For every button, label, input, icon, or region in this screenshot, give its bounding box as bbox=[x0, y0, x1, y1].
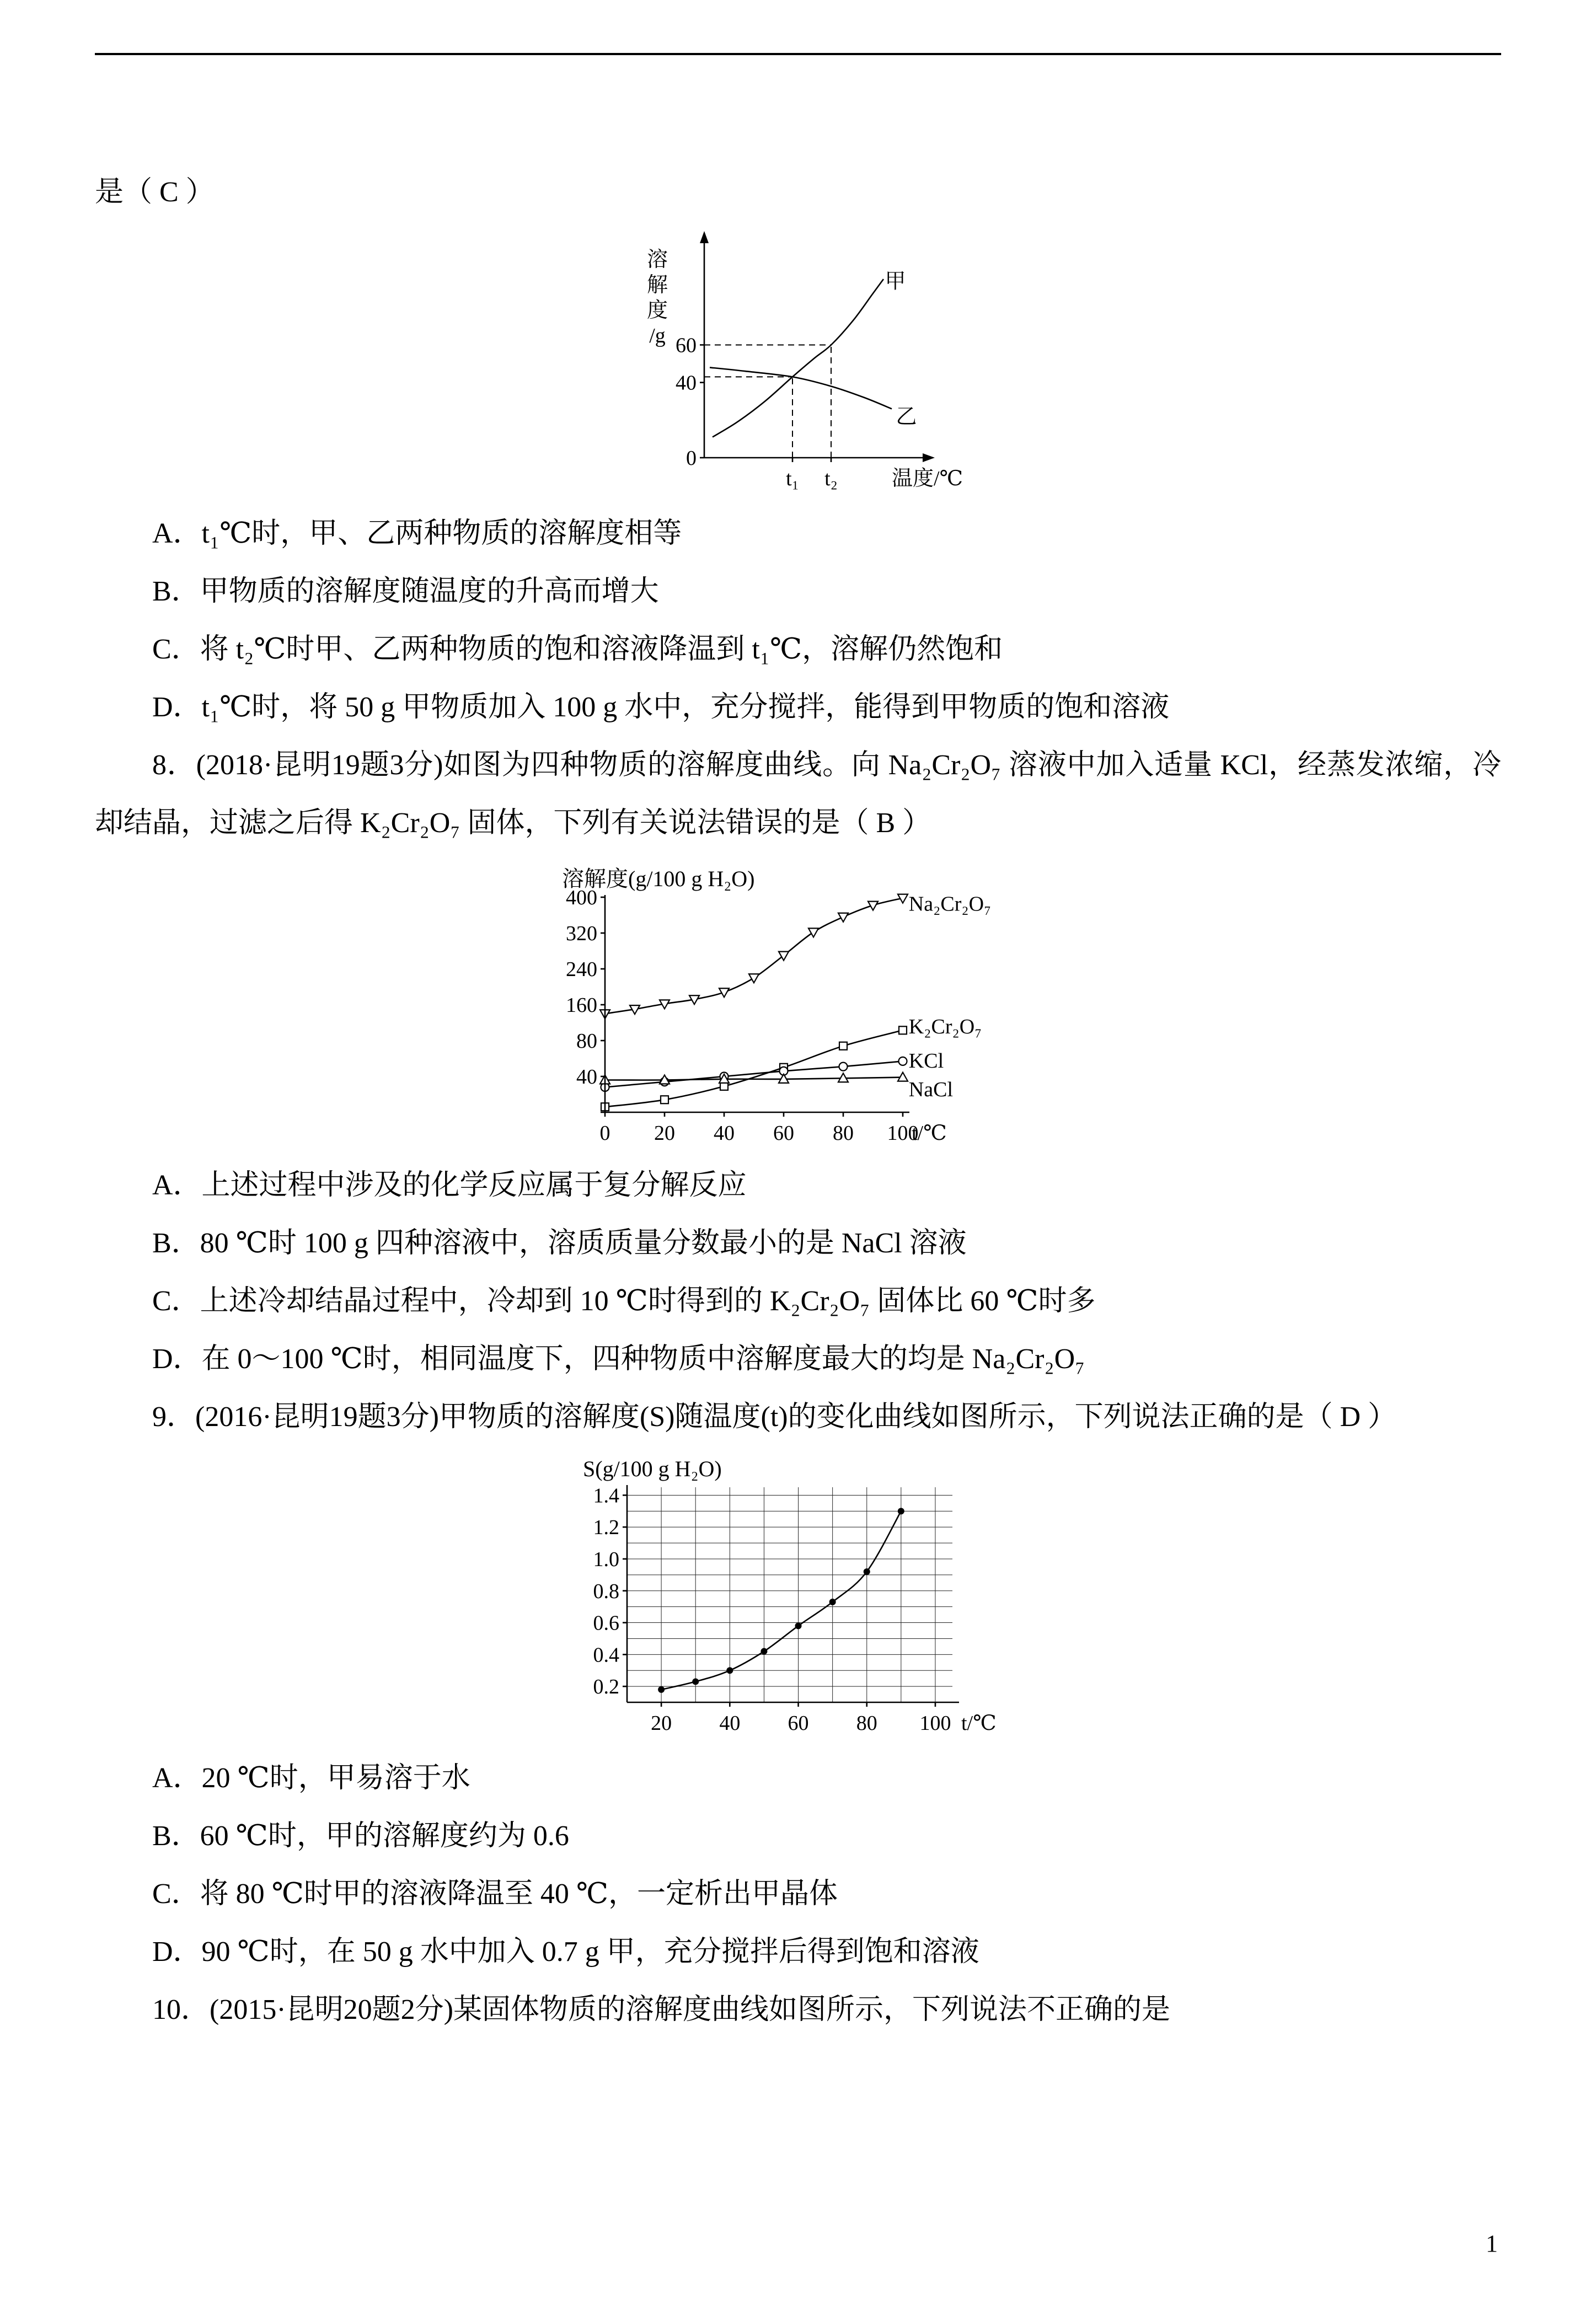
answer-line: 是（ C ） bbox=[95, 176, 215, 208]
svg-text:NaCl: NaCl bbox=[908, 1078, 954, 1101]
svg-text:240: 240 bbox=[566, 958, 597, 981]
svg-text:0.2: 0.2 bbox=[593, 1675, 619, 1699]
svg-text:80: 80 bbox=[833, 1122, 854, 1145]
svg-text:20: 20 bbox=[651, 1712, 672, 1735]
svg-text:1.0: 1.0 bbox=[593, 1548, 619, 1571]
q9-option-b: B．60 ℃时，甲的溶解度约为 0.6 bbox=[152, 1820, 569, 1852]
q8-solubility-chart bbox=[539, 859, 1057, 1156]
svg-text:乙: 乙 bbox=[896, 405, 917, 428]
svg-text:1.2: 1.2 bbox=[593, 1516, 619, 1540]
q7-chart-figure bbox=[95, 229, 1501, 505]
svg-text:40: 40 bbox=[714, 1122, 735, 1145]
svg-text:0: 0 bbox=[599, 1122, 610, 1145]
svg-text:溶解度(g/100 g H₂O): 溶解度(g/100 g H₂O) bbox=[562, 866, 755, 891]
svg-text:温度/℃: 温度/℃ bbox=[892, 467, 963, 490]
q9-option-d: D．90 ℃时，在 50 g 水中加入 0.7 g 甲，充分搅拌后得到饱和溶液 bbox=[152, 1936, 979, 1968]
svg-text:40: 40 bbox=[719, 1712, 741, 1735]
svg-text:KCl: KCl bbox=[908, 1049, 944, 1073]
q8-option-b: B．80 ℃时 100 g 四种溶液中，溶质质量分数最小的是 NaCl 溶液 bbox=[152, 1228, 967, 1259]
svg-text:80: 80 bbox=[856, 1712, 877, 1735]
svg-text:100: 100 bbox=[919, 1712, 951, 1735]
q9-option-c: C．将 80 ℃时甲的溶液降温至 40 ℃，一定析出甲晶体 bbox=[152, 1878, 838, 1910]
svg-text:t/℃: t/℃ bbox=[961, 1712, 997, 1735]
svg-text:160: 160 bbox=[566, 994, 597, 1017]
svg-text:0.4: 0.4 bbox=[593, 1643, 619, 1667]
svg-text:100: 100 bbox=[887, 1122, 919, 1145]
document-page bbox=[0, 53, 1596, 2039]
svg-text:0.8: 0.8 bbox=[593, 1579, 619, 1603]
svg-text:40: 40 bbox=[576, 1065, 597, 1089]
svg-text:t/℃: t/℃ bbox=[912, 1122, 947, 1145]
q7-option-b: B．甲物质的溶解度随温度的升高而增大 bbox=[152, 576, 659, 607]
svg-text:Na₂Cr₂O₇: Na₂Cr₂O₇ bbox=[908, 892, 992, 916]
q7-solubility-chart bbox=[622, 229, 974, 505]
svg-text:80: 80 bbox=[576, 1030, 597, 1053]
q9-stem: 9．(2016·昆明19题3分)甲物质的溶解度(S)随温度(t)的变化曲线如图所示，下列说法正确的是（ D ） bbox=[152, 1401, 1397, 1433]
q9-solubility-chart bbox=[555, 1451, 1041, 1749]
svg-text:320: 320 bbox=[566, 922, 597, 945]
svg-text:度: 度 bbox=[646, 299, 668, 322]
q8-stem: 8．(2018·昆明19题3分)如图为四种物质的溶解度曲线。向 Na₂Cr₂O₇ 溶液中加入适量 KCl，经蒸发浓缩，冷却结晶，过滤之后得 K₂Cr₂O₇ 固体，下列有关说法错误的是（ B ） bbox=[95, 749, 1501, 839]
svg-text:400: 400 bbox=[566, 886, 597, 909]
q10-stem: 10．(2015·昆明20题2分)某固体物质的溶解度曲线如图所示，下列说法不正确的是 bbox=[152, 1994, 1170, 2025]
svg-text:解: 解 bbox=[646, 274, 668, 297]
svg-text:1.4: 1.4 bbox=[593, 1484, 619, 1508]
q8-option-d: D．在 0～100 ℃时，相同温度下，四种物质中溶解度最大的均是 Na₂Cr₂O₇ bbox=[152, 1343, 1085, 1375]
svg-text:0.6: 0.6 bbox=[593, 1611, 619, 1635]
page-number: 1 bbox=[1486, 2230, 1498, 2257]
svg-text:S(g/100 g H₂O): S(g/100 g H₂O) bbox=[583, 1456, 722, 1481]
svg-text:t₁: t₁ bbox=[786, 467, 799, 490]
q7-option-c: C．将 t₂℃时甲、乙两种物质的饱和溶液降温到 t₁℃，溶解仍然饱和 bbox=[152, 634, 1003, 665]
svg-text:60: 60 bbox=[676, 334, 697, 357]
svg-text:60: 60 bbox=[788, 1712, 809, 1735]
q7-option-a: A．t₁℃时，甲、乙两种物质的溶解度相等 bbox=[152, 518, 682, 549]
svg-text:K₂Cr₂O₇: K₂Cr₂O₇ bbox=[908, 1015, 982, 1038]
top-rule bbox=[95, 53, 1501, 55]
svg-text:t₂: t₂ bbox=[824, 467, 838, 490]
svg-text:/g: /g bbox=[649, 324, 666, 347]
q8-chart-figure bbox=[95, 859, 1501, 1156]
svg-text:甲: 甲 bbox=[885, 270, 906, 293]
q8-option-c: C．上述冷却结晶过程中，冷却到 10 ℃时得到的 K₂Cr₂O₇ 固体比 60 ℃时多 bbox=[152, 1285, 1096, 1317]
svg-text:40: 40 bbox=[676, 371, 697, 395]
svg-text:0: 0 bbox=[686, 447, 697, 470]
svg-text:溶: 溶 bbox=[646, 248, 668, 271]
q8-option-a: A．上述过程中涉及的化学反应属于复分解反应 bbox=[152, 1170, 747, 1201]
svg-text:60: 60 bbox=[773, 1122, 794, 1145]
q7-option-d: D．t₁℃时，将 50 g 甲物质加入 100 g 水中，充分搅拌，能得到甲物质的饱和溶液 bbox=[152, 692, 1170, 723]
q9-option-a: A．20 ℃时，甲易溶于水 bbox=[152, 1762, 470, 1794]
q9-chart-figure bbox=[95, 1451, 1501, 1749]
svg-text:20: 20 bbox=[654, 1122, 675, 1145]
